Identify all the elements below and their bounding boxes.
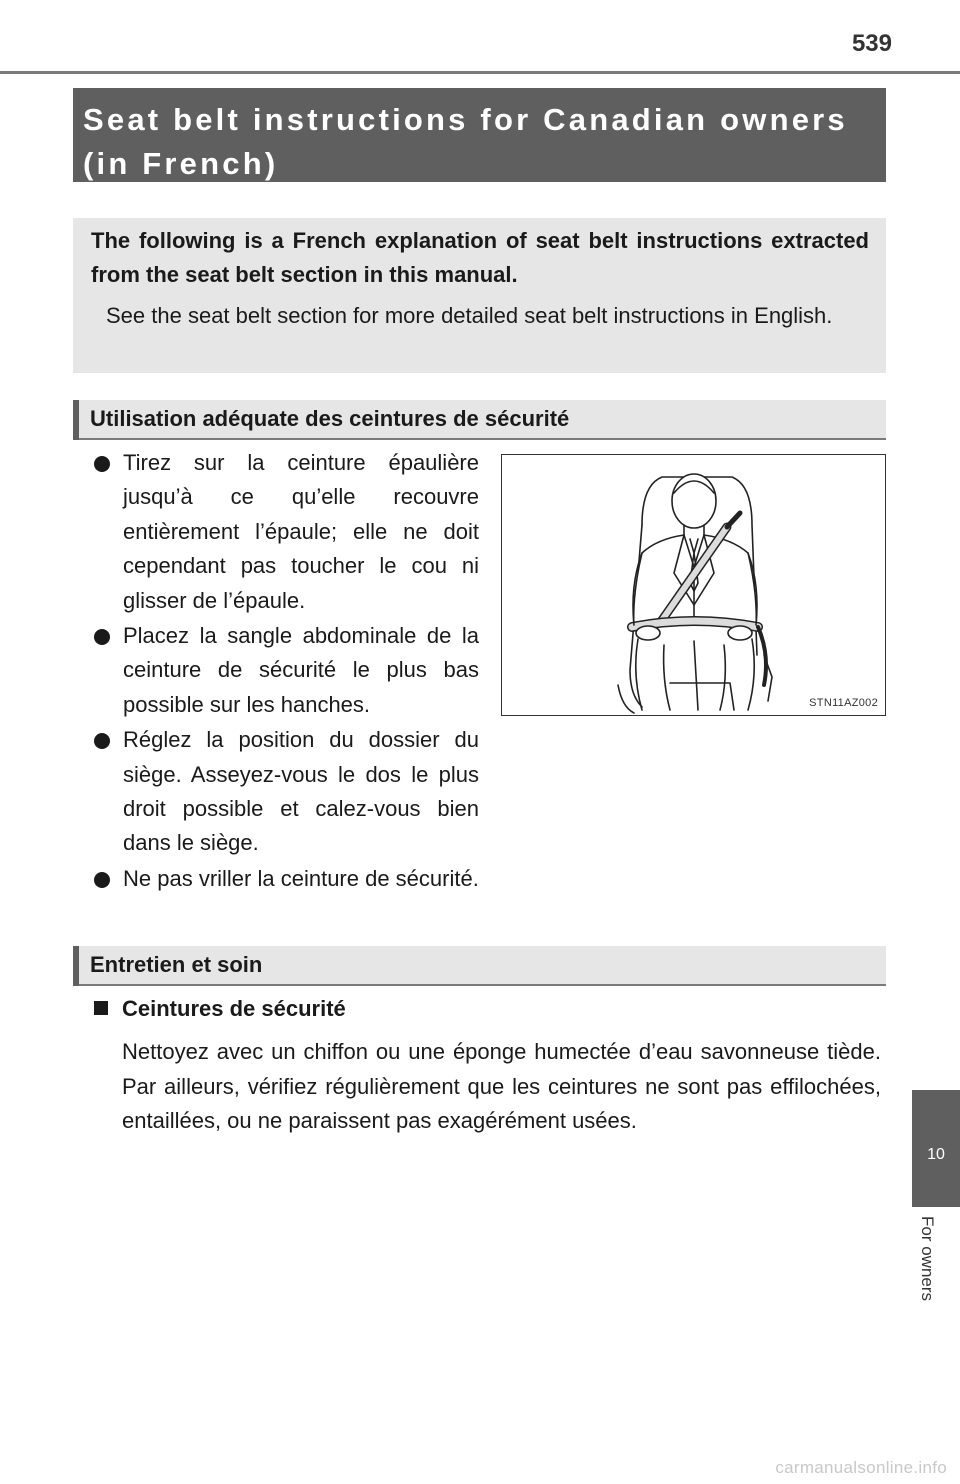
bullet-dot-icon bbox=[94, 629, 110, 645]
chapter-label-text: For owners bbox=[918, 1216, 937, 1302]
list-item bbox=[94, 862, 479, 896]
intro-bold-text: The following is a French explanation of seat belt instructions extracted from the seat belt section in this manual. bbox=[91, 228, 869, 287]
page-title: Seat belt instructions for Canadian owners (in French) bbox=[73, 88, 886, 182]
bullet-text: Tirez sur la ceinture épaulière jusqu’à ce qu’elle recouvre entièrement l’épaule; elle ne doit cependant pas toucher le cou ni glisser de l’épaule. bbox=[123, 450, 479, 613]
intro-text: See the seat belt section for more detailed seat belt instructions in English. bbox=[106, 303, 833, 328]
figure-code: STN11AZ002 bbox=[809, 697, 878, 709]
seat-belt-illustration bbox=[501, 454, 886, 716]
bullet-text: Placez la sangle abdominale de la ceinture de sécurité le plus bas possible sur les hanches. bbox=[123, 623, 479, 717]
watermark: carmanualsonline.info bbox=[775, 1458, 947, 1477]
seated-person-seatbelt-drawing bbox=[502, 455, 885, 715]
section-header-usage: Utilisation adéquate des ceintures de sécurité bbox=[73, 400, 886, 440]
subheading-text: Ceintures de sécurité bbox=[122, 996, 346, 1021]
subheading-seat-belts bbox=[94, 996, 346, 1022]
top-rule bbox=[0, 71, 960, 74]
list-item bbox=[94, 619, 479, 722]
chapter-number: 10 bbox=[927, 1146, 945, 1163]
care-paragraph: Nettoyez avec un chiffon ou une éponge humectée d’eau savonneuse tiède. Par ailleurs, vérifiez régulièrement que les ceintures ne sont pas effilochées, entaillées, ou ne paraissent pas exagérément usées. bbox=[122, 1039, 881, 1133]
page-number: 539 bbox=[851, 30, 892, 57]
section-header-care: Entretien et soin bbox=[73, 946, 886, 986]
bullet-dot-icon bbox=[94, 872, 110, 888]
bullet-dot-icon bbox=[94, 733, 110, 749]
square-bullet-icon bbox=[94, 1001, 108, 1015]
list-item bbox=[94, 723, 479, 861]
intro-box bbox=[73, 218, 886, 373]
chapter-tab[interactable] bbox=[912, 1090, 960, 1207]
usage-bullet-list bbox=[94, 446, 479, 897]
chapter-label bbox=[913, 1216, 951, 1336]
bullet-text: Réglez la position du dossier du siège. Asseyez-vous le dos le plus droit possible et calez-vous bien dans le siège. bbox=[123, 727, 479, 856]
bullet-dot-icon bbox=[94, 456, 110, 472]
list-item bbox=[94, 446, 479, 618]
bullet-text: Ne pas vriller la ceinture de sécurité. bbox=[123, 865, 479, 891]
